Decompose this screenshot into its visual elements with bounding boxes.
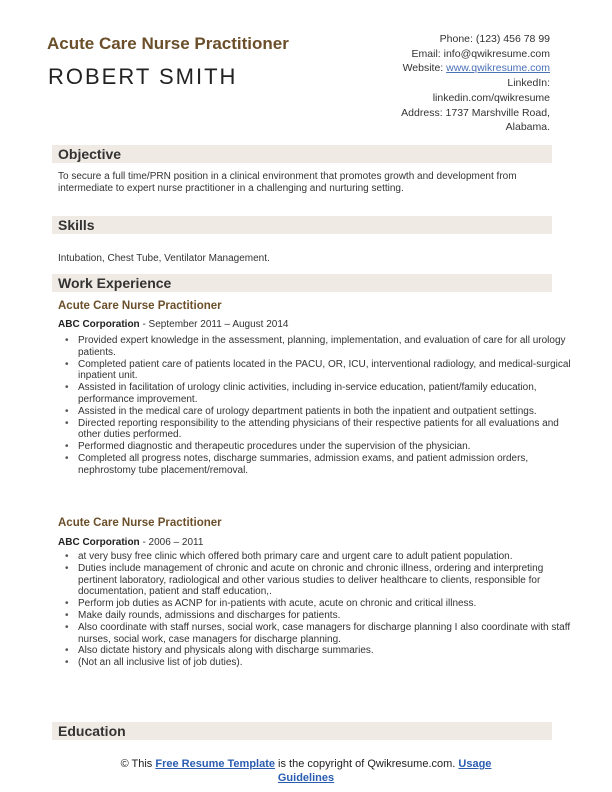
- skills-text: Intubation, Chest Tube, Ventilator Management.: [58, 253, 270, 264]
- header-job-title: Acute Care Nurse Practitioner: [47, 34, 289, 53]
- list-item: • Performed diagnostic and therapeutic procedures under the supervision of the physician.: [78, 441, 573, 453]
- contact-website-row: [310, 61, 550, 76]
- job-2-company: ABC Corporation: [58, 537, 140, 548]
- person-name: ROBERT SMITH: [48, 64, 238, 89]
- job-1-dates: - September 2011 – August 2014: [139, 319, 289, 330]
- list-item: • Also coordinate with staff nurses, social work, case managers for discharge planning I also coordinate with staff nurses, social work, case managers for discharge planning.: [78, 622, 573, 646]
- list-item: • Completed all progress notes, discharge summaries, admission exams, and patient admission orders, nephrostomy tube placement/removal.: [78, 453, 573, 477]
- contact-address-line2: Alabama.: [505, 121, 550, 134]
- contact-linkedin-label: LinkedIn:: [507, 77, 550, 90]
- job-1-company-line: [58, 319, 288, 330]
- list-item: • (Not an all inclusive list of job duties).: [78, 657, 573, 669]
- job-2-bullets: [58, 551, 573, 669]
- contact-linkedin: linkedin.com/qwikresume: [432, 91, 550, 104]
- copyright-footer: [0, 757, 612, 785]
- footer-middle: is the copyright of Qwikresume.com.: [275, 758, 459, 770]
- section-education-title: Education: [58, 723, 126, 739]
- job-1-company: ABC Corporation: [58, 319, 140, 330]
- usage-guidelines-link-part1[interactable]: Usage: [458, 758, 492, 770]
- job-1-bullets: [58, 335, 573, 477]
- list-item: • at very busy free clinic which offered both primary care and urgent care to adult patient population.: [78, 551, 573, 563]
- free-resume-template-link[interactable]: Free Resume Template: [155, 758, 275, 770]
- list-item: • Assisted in facilitation of urology clinic activities, including in-service education, patient/family education, performance improvement.: [78, 382, 573, 406]
- section-education: [52, 722, 552, 740]
- contact-website-label: Website:: [402, 62, 447, 75]
- list-item: • Directed reporting responsibility to the attending physicians of their respective patients for all evaluations and other duties performed.: [78, 418, 573, 442]
- list-item: • Provided expert knowledge in the assessment, planning, implementation, and evaluation of care for all urology patients.: [78, 335, 573, 359]
- section-objective: [52, 145, 552, 163]
- section-skills: [52, 216, 552, 234]
- contact-email: Email: info@qwikresume.com: [411, 47, 550, 60]
- list-item: • Completed patient care of patients located in the PACU, OR, ICU, interventional radiology, and medical-surgical inpatient unit.: [78, 359, 573, 383]
- contact-address: Address: 1737 Marshville Road,: [401, 106, 550, 119]
- contact-block: [310, 32, 550, 135]
- objective-text: To secure a full time/PRN position in a clinical environment that promotes growth and development from intermediate to expert nurse practitioner in a challenging and nurturing setting.: [58, 171, 517, 195]
- list-item: • Also dictate history and physicals along with discharge summaries.: [78, 645, 573, 657]
- list-item: • Duties include management of chronic and acute on chronic and chronic illness, ordering and interpreting pertinent laboratory, radiological and other various studies to deliver healthcare to clients, responsible for documentation, patient and staff education,.: [78, 563, 573, 598]
- section-skills-title: Skills: [58, 217, 95, 233]
- footer-prefix: © This: [120, 758, 156, 770]
- list-item: • Make daily rounds, admissions and discharges for patients.: [78, 610, 573, 622]
- job-2-company-line: [58, 537, 203, 548]
- list-item: • Perform job duties as ACNP for in-patients with acute, acute on chronic and critical illness.: [78, 598, 573, 610]
- job-1-role: Acute Care Nurse Practitioner: [58, 300, 222, 312]
- section-objective-title: Objective: [58, 146, 122, 162]
- contact-phone: Phone: (123) 456 78 99: [439, 33, 550, 45]
- usage-guidelines-link-part2[interactable]: Guidelines: [277, 772, 335, 784]
- job-2-role: Acute Care Nurse Practitioner: [58, 517, 222, 529]
- section-experience-title: Work Experience: [58, 275, 172, 291]
- list-item: • Assisted in the medical care of urology department patients in both the inpatient and outpatient settings.: [78, 406, 573, 418]
- contact-website-link[interactable]: www.qwikresume.com: [446, 62, 550, 75]
- section-experience: [52, 274, 552, 292]
- job-2-dates: - 2006 – 2011: [139, 537, 204, 548]
